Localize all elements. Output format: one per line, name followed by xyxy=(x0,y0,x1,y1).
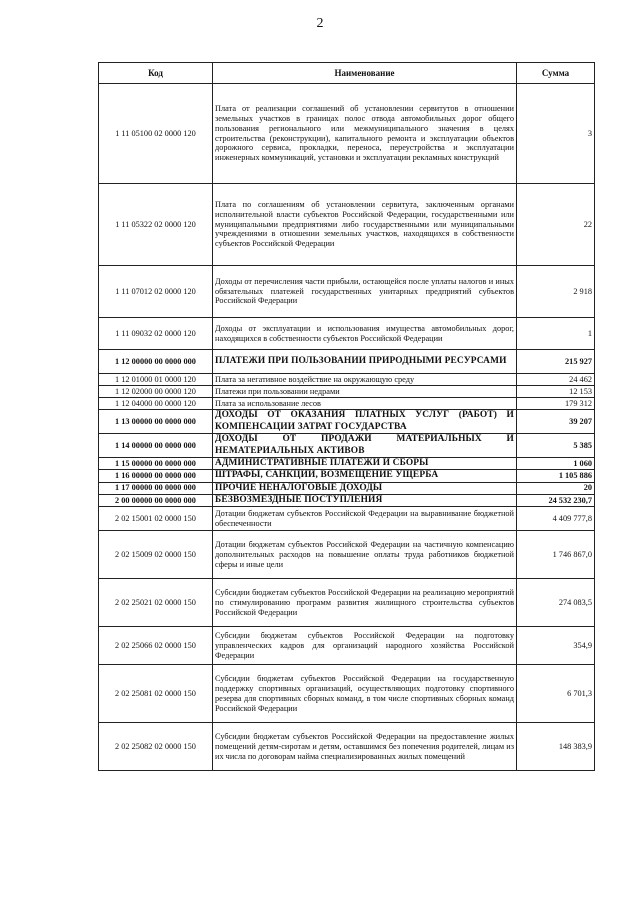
table-body xyxy=(99,84,595,771)
table-row xyxy=(99,627,595,665)
name-cell: Плата по соглашениям об установлении сервитута, заключенным органами исполнительной власти субъектов Российской Федерации, государственными или муниципальными предприятиями либо государственными или муниципальными учреждениями в отношении земельных участков, находящихся в собственности субъектов Российской Федерации xyxy=(213,184,517,266)
name-cell: Дотации бюджетам субъектов Российской Федерации на частичную компенсацию дополнительных расходов на повышение оплаты труда работников бюджетной сферы и иные цели xyxy=(213,531,517,579)
sum-cell: 39 207 xyxy=(517,410,595,434)
code-cell: 2 00 00000 00 0000 000 xyxy=(99,494,213,506)
name-cell: Плата за использование лесов xyxy=(213,398,517,410)
table-row xyxy=(99,579,595,627)
sum-cell: 12 153 xyxy=(517,386,595,398)
sum-cell: 274 083,5 xyxy=(517,579,595,627)
name-cell: АДМИНИСТРАТИВНЫЕ ПЛАТЕЖИ И СБОРЫ xyxy=(213,458,517,470)
code-cell: 2 02 15009 02 0000 150 xyxy=(99,531,213,579)
table-row xyxy=(99,434,595,458)
table-row xyxy=(99,374,595,386)
sum-cell: 215 927 xyxy=(517,350,595,374)
table-row xyxy=(99,386,595,398)
code-cell: 2 02 25066 02 0000 150 xyxy=(99,627,213,665)
table-row xyxy=(99,350,595,374)
sum-cell: 24 462 xyxy=(517,374,595,386)
code-cell: 2 02 25021 02 0000 150 xyxy=(99,579,213,627)
table-row xyxy=(99,482,595,494)
name-cell: ДОХОДЫ ОТ ОКАЗАНИЯ ПЛАТНЫХ УСЛУГ (РАБОТ) И КОМПЕНСАЦИИ ЗАТРАТ ГОСУДАРСТВА xyxy=(213,410,517,434)
column-header-sum: Сумма xyxy=(517,63,595,84)
sum-cell: 3 xyxy=(517,84,595,184)
column-header-name: Наименование xyxy=(213,63,517,84)
sum-cell: 4 409 777,8 xyxy=(517,507,595,531)
table-row xyxy=(99,410,595,434)
sum-cell: 179 312 xyxy=(517,398,595,410)
table-header-row xyxy=(99,63,595,84)
sum-cell: 354,9 xyxy=(517,627,595,665)
table-row xyxy=(99,398,595,410)
code-cell: 1 17 00000 00 0000 000 xyxy=(99,482,213,494)
name-cell: Плата за негативное воздействие на окружающую среду xyxy=(213,374,517,386)
name-cell: ПРОЧИЕ НЕНАЛОГОВЫЕ ДОХОДЫ xyxy=(213,482,517,494)
sum-cell: 24 532 230,7 xyxy=(517,494,595,506)
sum-cell: 6 701,3 xyxy=(517,665,595,723)
sum-cell: 2 918 xyxy=(517,266,595,318)
code-cell: 1 11 05100 02 0000 120 xyxy=(99,84,213,184)
code-cell: 1 12 00000 00 0000 000 xyxy=(99,350,213,374)
table-row xyxy=(99,470,595,482)
table-row xyxy=(99,494,595,506)
code-cell: 1 12 01000 01 0000 120 xyxy=(99,374,213,386)
code-cell: 1 12 04000 00 0000 120 xyxy=(99,398,213,410)
sum-cell: 5 385 xyxy=(517,434,595,458)
sum-cell: 20 xyxy=(517,482,595,494)
name-cell: Плата от реализации соглашений об установлении сервитутов в отношении земельных участков в границах полос отвода автомобильных дорог общего пользования регионального или межмуниципального значения в целях строительства (реконструкции), капитального ремонта и эксплуатации объектов дорожного сервиса, прокладки, переноса, переустройства и эксплуатации инженерных коммуникаций, установки и эксплуатации рекламных конструкций xyxy=(213,84,517,184)
table-row xyxy=(99,665,595,723)
sum-cell: 1 746 867,0 xyxy=(517,531,595,579)
code-cell: 1 11 05322 02 0000 120 xyxy=(99,184,213,266)
table-row xyxy=(99,184,595,266)
code-cell: 2 02 15001 02 0000 150 xyxy=(99,507,213,531)
code-cell: 1 12 02000 00 0000 120 xyxy=(99,386,213,398)
name-cell: ПЛАТЕЖИ ПРИ ПОЛЬЗОВАНИИ ПРИРОДНЫМИ РЕСУРСАМИ xyxy=(213,350,517,374)
sum-cell: 1 xyxy=(517,318,595,350)
name-cell: Дотации бюджетам субъектов Российской Федерации на выравнивание бюджетной обеспеченности xyxy=(213,507,517,531)
sum-cell: 1 105 886 xyxy=(517,470,595,482)
sum-cell: 1 060 xyxy=(517,458,595,470)
name-cell: Доходы от перечисления части прибыли, остающейся после уплаты налогов и иных обязательных платежей государственных унитарных предприятий субъектов Российской Федерации xyxy=(213,266,517,318)
table-row xyxy=(99,507,595,531)
name-cell: Субсидии бюджетам субъектов Российской Федерации на подготовку управленческих кадров для организаций народного хозяйства Российской Федерации xyxy=(213,627,517,665)
code-cell: 1 14 00000 00 0000 000 xyxy=(99,434,213,458)
name-cell: Субсидии бюджетам субъектов Российской Федерации на государственную поддержку спортивных организаций, осуществляющих подготовку спортивного резерва для спортивных сборных команд, в том числе спортивных сборных команд Российской Федерации xyxy=(213,665,517,723)
sum-cell: 148 383,9 xyxy=(517,723,595,771)
code-cell: 1 15 00000 00 0000 000 xyxy=(99,458,213,470)
column-header-code: Код xyxy=(99,63,213,84)
name-cell: Платежи при пользовании недрами xyxy=(213,386,517,398)
table-row xyxy=(99,458,595,470)
code-cell: 1 13 00000 00 0000 000 xyxy=(99,410,213,434)
code-cell: 2 02 25081 02 0000 150 xyxy=(99,665,213,723)
budget-revenue-table xyxy=(98,62,595,771)
table-row xyxy=(99,723,595,771)
name-cell: Субсидии бюджетам субъектов Российской Федерации на предоставление жилых помещений детям-сиротам и детям, оставшимся без попечения родителей, лицам из их числа по договорам найма специализированных жилых помещений xyxy=(213,723,517,771)
code-cell: 2 02 25082 02 0000 150 xyxy=(99,723,213,771)
sum-cell: 22 xyxy=(517,184,595,266)
name-cell: ДОХОДЫ ОТ ПРОДАЖИ МАТЕРИАЛЬНЫХ И НЕМАТЕРИАЛЬНЫХ АКТИВОВ xyxy=(213,434,517,458)
code-cell: 1 11 07012 02 0000 120 xyxy=(99,266,213,318)
name-cell: БЕЗВОЗМЕЗДНЫЕ ПОСТУПЛЕНИЯ xyxy=(213,494,517,506)
table-row xyxy=(99,531,595,579)
name-cell: Субсидии бюджетам субъектов Российской Федерации на реализацию мероприятий по стимулированию программ развития жилищного строительства субъектов Российской Федерации xyxy=(213,579,517,627)
name-cell: ШТРАФЫ, САНКЦИИ, ВОЗМЕЩЕНИЕ УЩЕРБА xyxy=(213,470,517,482)
page-number: 2 xyxy=(316,16,324,31)
table-row xyxy=(99,84,595,184)
code-cell: 1 11 09032 02 0000 120 xyxy=(99,318,213,350)
code-cell: 1 16 00000 00 0000 000 xyxy=(99,470,213,482)
table-row xyxy=(99,318,595,350)
table-row xyxy=(99,266,595,318)
name-cell: Доходы от эксплуатации и использования имущества автомобильных дорог, находящихся в собственности субъектов Российской Федерации xyxy=(213,318,517,350)
